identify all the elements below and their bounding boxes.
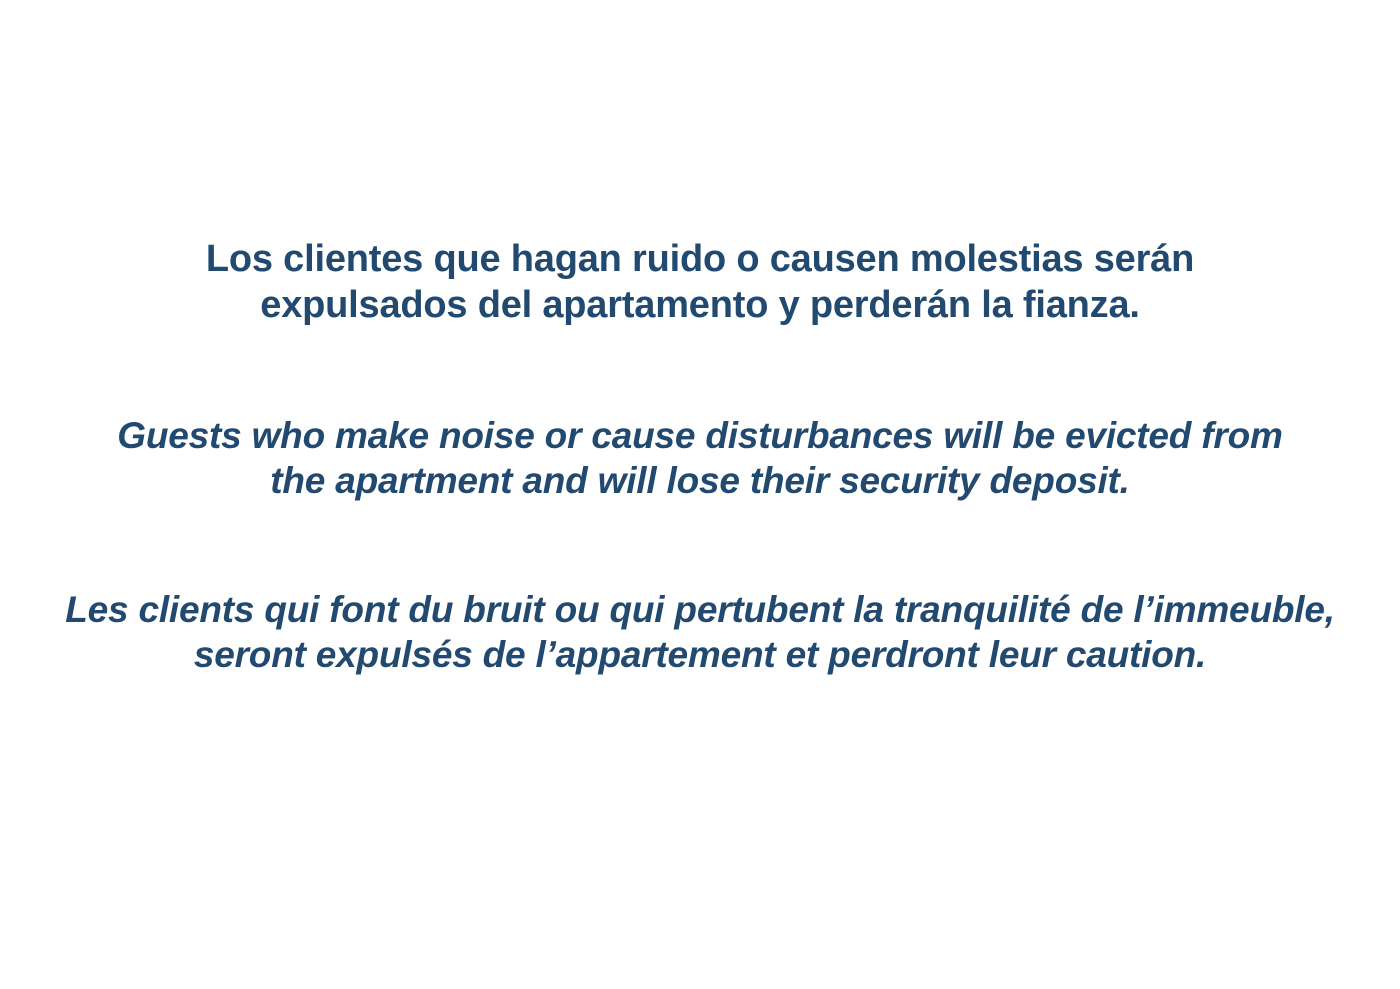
notice-text-english: Guests who make noise or cause disturbances will be evicted from the apartment and will lose their security deposit. <box>117 414 1283 501</box>
notice-text-spanish: Los clientes que hagan ruido o causen molestias serán expulsados del apartamento y perderán la fianza. <box>205 238 1195 327</box>
notice-text-french: Les clients qui font du bruit ou qui pertubent la tranquilité de l’immeuble, seront expulsés de l’appartement et perdront leur caution. <box>65 588 1335 676</box>
